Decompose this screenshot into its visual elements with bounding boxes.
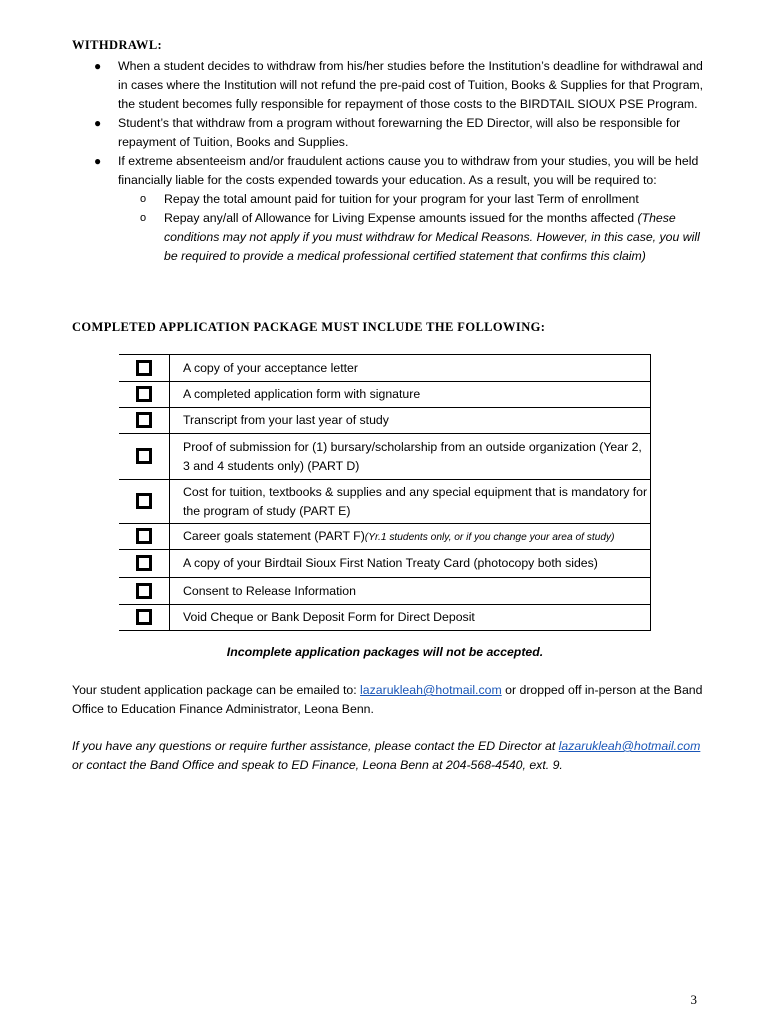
checkbox[interactable] [119, 434, 170, 480]
checklist-item: A completed application form with signature [170, 382, 651, 408]
checklist-row [119, 355, 651, 382]
withdrawal-heading: WITHDRAWL: [72, 38, 163, 52]
incomplete-warning: Incomplete application packages will not be accepted. [226, 645, 544, 659]
checkbox[interactable] [119, 480, 170, 524]
withdrawal-bullet: ● When a student decides to withdraw from his/her studies before the Institution’s deadline for withdrawal and in cases where the Institution will not refund the pre-paid cost of Tuition, Books & Supplies for that Program, the student becomes fully responsible for repayment of those costs to the BIRDTAIL SIOUX PSE Program. [94, 59, 704, 111]
medical-reasons-note: (These conditions may not apply if you must withdraw for Medical Reasons. However, in this case, you will be required to provide a medical professional certified statement that confirms this claim) [164, 211, 700, 263]
checklist-item: A copy of your Birdtail Sioux First Nation Treaty Card (photocopy both sides) [170, 550, 651, 578]
checkbox-icon [136, 493, 152, 509]
bullet-icon: ● [94, 59, 102, 73]
checkbox[interactable] [119, 578, 170, 605]
checklist-item: Transcript from your last year of study [170, 408, 651, 434]
checkbox[interactable] [119, 355, 170, 382]
email-link[interactable]: lazarukleah@hotmail.com [360, 683, 502, 697]
checklist-row [119, 524, 651, 550]
circle-bullet-icon: o [140, 193, 147, 205]
checklist-item: A copy of your acceptance letter [170, 355, 651, 382]
checkbox[interactable] [119, 382, 170, 408]
checklist-row [119, 480, 651, 524]
checkbox-icon [136, 528, 152, 544]
checkbox-icon [136, 609, 152, 625]
checklist-item: Cost for tuition, textbooks & supplies and any special equipment that is mandatory for the program of study (PART E) [170, 480, 651, 524]
checkbox-icon [136, 386, 152, 402]
email-link[interactable]: lazarukleah@hotmail.com [558, 739, 701, 753]
checklist-item: Proof of submission for (1) bursary/scholarship from an outside organization (Year 2, 3 and 4 students only) (PART D) [170, 434, 651, 480]
checklist-item: Career goals statement (PART F)(Yr.1 students only, or if you change your area of study) [170, 524, 651, 550]
checklist-row [119, 605, 651, 631]
package-heading: COMPLETED APPLICATION PACKAGE MUST INCLUDE THE FOLLOWING: [72, 320, 546, 334]
contact-paragraph: If you have any questions or require further assistance, please contact the ED Director at lazarukleah@hotmail.com or contact the Band Office and speak to ED Finance, Leona Benn at 204-568-4540, ext. 9. [72, 739, 701, 772]
circle-bullet-icon: o [140, 212, 147, 224]
withdrawal-sub-list [118, 190, 714, 266]
bullet-icon: ● [94, 154, 102, 168]
withdrawal-sub-item: o Repay any/all of Allowance for Living Expense amounts issued for the months affected (These conditions may not apply if you must withdraw for Medical Reasons. However, in this case, you will be required to provide a medical professional certified statement that confirms this claim) [140, 211, 700, 263]
submission-paragraph: Your student application package can be emailed to: lazarukleah@hotmail.com or dropped off in-person at the Band Office to Education Finance Administrator, Leona Benn. [72, 683, 703, 716]
withdrawal-bullet: ● Student’s that withdraw from a program without forewarning the ED Director, will also be responsible for repayment of Tuition, Books and Supplies. [94, 116, 681, 149]
checklist-row [119, 408, 651, 434]
checklist-item: Consent to Release Information [170, 578, 651, 605]
checklist-row [119, 550, 651, 578]
withdrawal-sub-item: o Repay the total amount paid for tuition for your program for your last Term of enrollment [118, 190, 714, 209]
checklist-row [119, 578, 651, 605]
checkbox[interactable] [119, 408, 170, 434]
checkbox[interactable] [119, 605, 170, 631]
career-goals-note: (Yr.1 students only, or if you change your area of study) [364, 531, 615, 543]
checkbox-icon [136, 360, 152, 376]
checklist-table [119, 354, 651, 631]
checkbox-icon [136, 448, 152, 464]
checkbox-icon [136, 583, 152, 599]
page-number: 3 [690, 992, 697, 1007]
checkbox-icon [136, 412, 152, 428]
checklist-row [119, 382, 651, 408]
checklist-row [119, 434, 651, 480]
checkbox[interactable] [119, 550, 170, 578]
withdrawal-bullet-list [74, 57, 714, 266]
withdrawal-bullet: ● If extreme absenteeism and/or fraudulent actions cause you to withdraw from your studies, you will be held financially liable for the costs expended towards your education. As a result, you will be required to: o Repay the total amount paid for tuition for your program for your last Term of enrollment o Repay any/all of Allowance for Living Expense amounts issued for the months affected (These conditions may not apply if you must withdraw for Medical Reasons. However, in this case, you will be required to provide a medical professional certified statement that confirms this claim) [74, 152, 714, 266]
checkbox[interactable] [119, 524, 170, 550]
checkbox-icon [136, 555, 152, 571]
bullet-icon: ● [94, 116, 102, 130]
checklist-item: Void Cheque or Bank Deposit Form for Direct Deposit [170, 605, 651, 631]
